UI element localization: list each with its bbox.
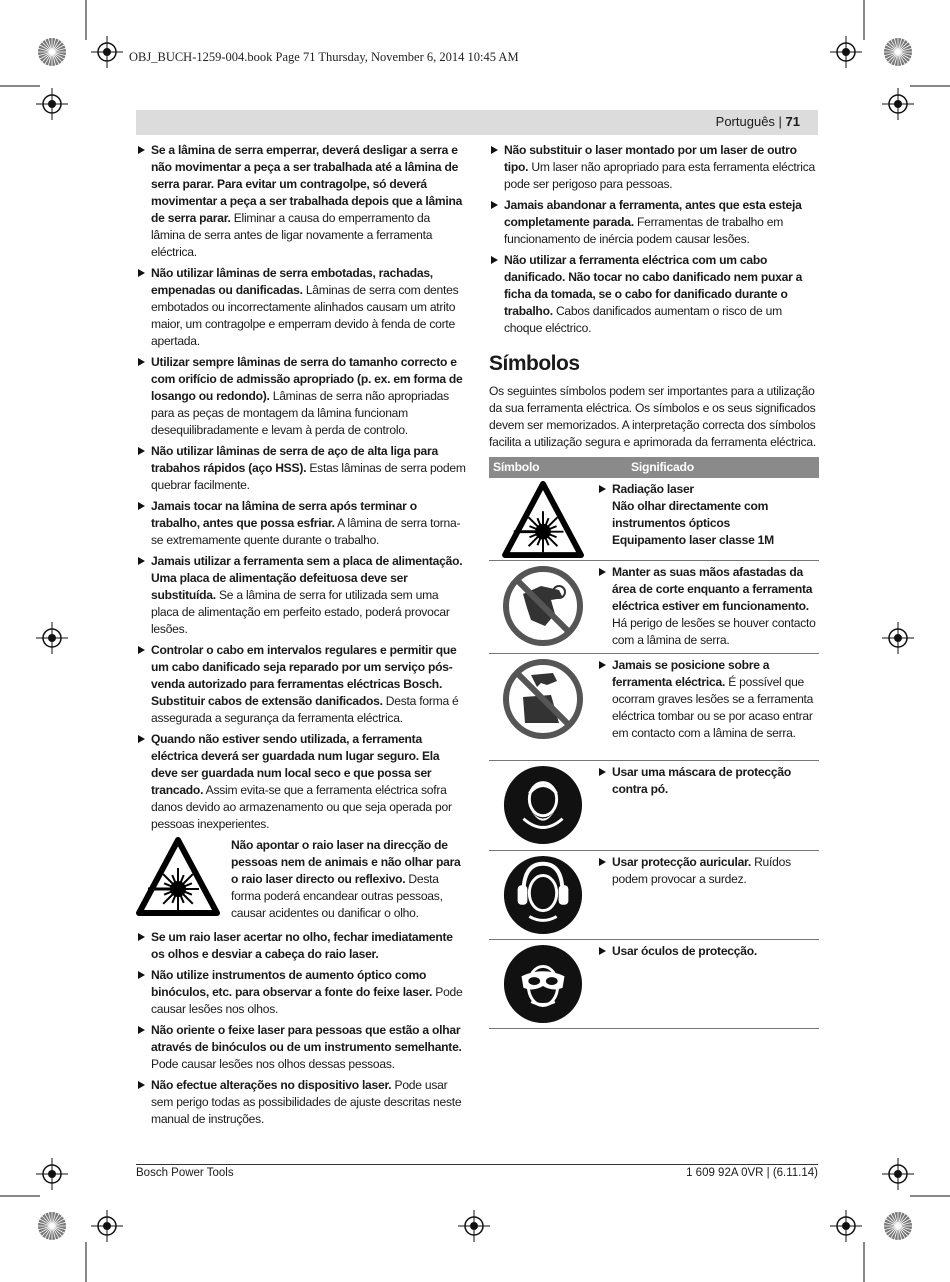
bullet-triangle-icon — [491, 146, 498, 154]
list-item — [597, 764, 819, 798]
bullet-triangle-icon — [138, 502, 145, 510]
dust-mask-icon — [489, 761, 597, 846]
meaning-detail-text: Há perigo de lesões se houver contacto com a lâmina de serra. — [612, 616, 816, 647]
col-meaning-header: Significado — [597, 457, 819, 478]
no-hands-icon — [489, 561, 597, 648]
symbol-cell — [489, 654, 597, 761]
item-detail-text: Eliminar a causa do emperramento da lâmina de serra antes de ligar novamente a ferramenta eléctrica. — [151, 211, 433, 259]
symbol-cell — [489, 851, 597, 940]
item-detail-text: Pode causar lesões nos olhos. — [151, 985, 463, 1016]
col-symbol-header: Símbolo — [489, 457, 597, 478]
page-header — [716, 114, 800, 129]
meaning-bold-text: Manter as suas mãos afastadas da área de corte enquanto a ferramenta eléctrica estiver em funcionamento. — [612, 565, 813, 613]
meaning-cell — [597, 761, 819, 851]
table-row — [489, 761, 819, 851]
bullet-triangle-icon — [599, 858, 606, 866]
safety-list-left — [136, 142, 466, 833]
item-bold-text: Não oriente o feixe laser para pessoas que estão a olhar através de binóculos ou de um instrumento semelhante. — [151, 1023, 462, 1054]
bullet-triangle-icon — [138, 735, 145, 743]
list-item — [597, 564, 819, 649]
item-detail-text: Cabos danificados aumentam o risco de um choque eléctrico. — [504, 304, 782, 335]
list-item — [597, 481, 819, 549]
bullet-triangle-icon — [138, 557, 145, 565]
item-detail-text: Estas lâminas de serra podem quebrar facilmente. — [151, 461, 466, 492]
safety-list-right — [489, 142, 819, 337]
bullet-triangle-icon — [599, 768, 606, 776]
table-row — [489, 851, 819, 940]
laser-warning-detail: Desta forma poderá encandear outras pessoas, causar acidentes ou danificar o olho. — [231, 872, 443, 920]
no-standing-icon — [489, 654, 597, 741]
table-row — [489, 654, 819, 761]
bullet-triangle-icon — [138, 1081, 145, 1089]
item-bold-text: Se um raio laser acertar no olho, fechar imediatamente os olhos e desviar a cabeça do raio laser. — [151, 930, 453, 961]
bullet-triangle-icon — [491, 201, 498, 209]
item-detail-text: Desta forma é assegurada a segurança da ferramenta eléctrica. — [151, 694, 459, 725]
bullet-triangle-icon — [599, 947, 606, 955]
meaning-detail-text: É possível que ocorram graves lesões se a ferramenta eléctrica tombar ou se por acaso entrar em contacto com a lâmina de serra. — [612, 675, 814, 740]
item-bold-text: Não utilizar lâminas de serra de aço de alta liga para trabahos rápidos (aço HSS). — [151, 444, 438, 475]
footer-rule — [136, 1164, 818, 1165]
list-item — [136, 731, 466, 833]
meaning-bold-text: Usar uma máscara de protecção contra pó. — [612, 765, 791, 796]
item-detail-text: Um laser não apropriado para esta ferramenta eléctrica pode ser perigoso para pessoas. — [504, 160, 816, 191]
item-bold-text: Quando não estiver sendo utilizada, a ferramenta eléctrica deverá ser guardada num lugar seguro. Ela deve ser guardada num local seco e que possa ser trancado. — [151, 732, 440, 797]
laser-warning-block — [136, 837, 466, 923]
left-column — [136, 142, 466, 1132]
list-item — [597, 854, 819, 888]
meaning-cell — [597, 561, 819, 654]
section-title: Símbolos — [489, 352, 580, 375]
item-bold-text: Utilizar sempre lâminas de serra do tamanho correcto e com orifício de admissão apropriado (p. ex. em forma de losango ou redondo). — [151, 355, 463, 403]
item-bold-text: Não utilizar lâminas de serra embotadas, rachadas, empenadas ou danificadas. — [151, 266, 433, 297]
item-detail-text: Lâminas de serra com dentes embotados ou incorrectamente alinhados causam um atrito maior, um contragolpe e emperram devido à fenda de corte apertada. — [151, 283, 459, 348]
item-bold-text: Jamais abandonar a ferramenta, antes que esta esteja completamente parada. — [504, 198, 802, 229]
bullet-triangle-icon — [138, 146, 145, 154]
item-bold-text: Não substituir o laser montado por um laser de outro tipo. — [504, 143, 797, 174]
laser-warning-text — [231, 837, 466, 922]
meaning-cell — [597, 654, 819, 761]
list-item — [136, 1022, 466, 1073]
list-item — [136, 553, 466, 638]
list-item — [136, 967, 466, 1018]
list-item — [136, 354, 466, 439]
item-bold-text: Não utilizar a ferramenta eléctrica com um cabo danificado. Não tocar no cabo danificado nem puxar a ficha da tomada, se o cabo for danificado durante o trabalho. — [504, 253, 803, 318]
bullet-triangle-icon — [138, 646, 145, 654]
list-item — [136, 443, 466, 494]
bullet-triangle-icon — [138, 971, 145, 979]
bullet-triangle-icon — [599, 661, 606, 669]
symbol-cell — [489, 561, 597, 654]
item-bold-text: Jamais tocar na lâmina de serra após terminar o trabalho, antes que possa esfriar. — [151, 499, 417, 530]
meaning-bold-text: Jamais se posicione sobre a ferramenta eléctrica. — [612, 658, 770, 689]
list-item — [597, 657, 819, 742]
bullet-triangle-icon — [599, 485, 606, 493]
item-detail-text: Pode causar lesões nos olhos dessas pessoas. — [151, 1057, 395, 1071]
list-item — [136, 142, 466, 261]
item-detail-text: Pode usar sem perigo todas as possibilidades de ajuste descritas neste manual de instruções. — [151, 1078, 462, 1126]
bullet-triangle-icon — [138, 933, 145, 941]
bullet-triangle-icon — [138, 1026, 145, 1034]
bullet-triangle-icon — [138, 358, 145, 366]
list-item — [489, 142, 819, 193]
meaning-cell — [597, 940, 819, 1029]
table-row — [489, 940, 819, 1029]
item-detail-text: Lâminas de serra não apropriadas para as peças de montagem da lâmina funcionam desequilibradamente e levam à perda de controlo. — [151, 389, 449, 437]
list-item — [489, 252, 819, 337]
right-column — [489, 142, 819, 1029]
item-detail-text: A lâmina de serra torna-se extremamente quente durante o trabalho. — [151, 516, 461, 547]
meaning-bold-text: Usar óculos de protecção. — [612, 944, 757, 958]
meaning-bold-text: Radiação laser Não olhar directamente com instrumentos ópticos Equipamento laser classe 1M — [612, 482, 774, 547]
item-detail-text: Se a lâmina de serra for utilizada sem uma placa de alimentação em perfeito estado, poderá provocar lesões. — [151, 588, 450, 636]
list-item — [136, 498, 466, 549]
list-item — [136, 265, 466, 350]
list-item — [489, 197, 819, 248]
table-row — [489, 561, 819, 654]
ear-protection-icon — [489, 851, 597, 936]
meaning-detail-text: Ruídos podem provocar a surdez. — [612, 855, 791, 886]
symbol-cell — [489, 761, 597, 851]
bullet-triangle-icon — [599, 568, 606, 576]
item-bold-text: Jamais utilizar a ferramenta sem a placa de alimentação. Uma placa de alimentação defeituosa deve ser substituída. — [151, 554, 463, 602]
page-number: 71 — [785, 114, 800, 129]
meaning-bold-text: Usar protecção auricular. — [612, 855, 751, 869]
print-slug-line: OBJ_BUCH-1259-004.book Page 71 Thursday, November 6, 2014 10:45 AM — [129, 50, 519, 64]
list-item — [136, 1077, 466, 1128]
laser-warning-bold: Não apontar o raio laser na direcção de pessoas nem de animais e não olhar para o raio laser directo ou reflexivo. — [231, 838, 461, 886]
safety-list-left-2 — [136, 929, 466, 1128]
footer-doc-number: 1 609 92A 0VR | (6.11.14) — [686, 1167, 818, 1179]
footer-brand: Bosch Power Tools — [136, 1167, 234, 1179]
symbols-table — [489, 457, 819, 1029]
laser-warning-icon — [136, 837, 220, 917]
item-detail-text: Ferramentas de trabalho em funcionamento de inércia podem causar lesões. — [504, 215, 784, 246]
section-intro: Os seguintes símbolos podem ser importantes para a utilização da sua ferramenta eléctrica. Os símbolos e os seus significados devem ser memorizados. A interpretação correcta dos símbolos facilita a utilização segura e aprimorada da ferramenta eléctrica. — [489, 384, 817, 449]
bullet-triangle-icon — [138, 269, 145, 277]
item-detail-text: Assim evita-se que a ferramenta eléctrica sofra danos devido ao armazenamento ou que seja operada por pessoas inexperientes. — [151, 783, 452, 831]
safety-goggles-icon — [489, 940, 597, 1025]
item-bold-text: Controlar o cabo em intervalos regulares e permitir que um cabo danificado seja reparado por um serviço pós-venda autorizado para ferramentas eléctricas Bosch. Substituir cabos de extensão danificados. — [151, 643, 457, 708]
symbol-cell — [489, 478, 597, 561]
list-item — [597, 943, 819, 960]
table-header-row — [489, 457, 819, 478]
bullet-triangle-icon — [138, 447, 145, 455]
table-row — [489, 478, 819, 561]
item-bold-text: Não efectue alterações no dispositivo laser. — [151, 1078, 392, 1092]
meaning-cell — [597, 478, 819, 561]
laser-warning-icon — [489, 478, 597, 559]
list-item — [136, 642, 466, 727]
header-language: Português — [715, 114, 775, 129]
list-item — [136, 929, 466, 963]
symbol-cell — [489, 940, 597, 1029]
meaning-cell — [597, 851, 819, 940]
bullet-triangle-icon — [491, 256, 498, 264]
item-bold-text: Se a lâmina de serra emperrar, deverá desligar a serra e não movimentar a peça a ser trabalhada até a lâmina de serra parar. Para evitar um contragolpe, só deverá movimentar a peça a ser trabalhada depois que a lâmina de serra parar. — [151, 143, 463, 225]
header-separator: | — [774, 114, 786, 129]
item-bold-text: Não utilize instrumentos de aumento óptico como binóculos, etc. para observar a fonte do feixe laser. — [151, 968, 433, 999]
